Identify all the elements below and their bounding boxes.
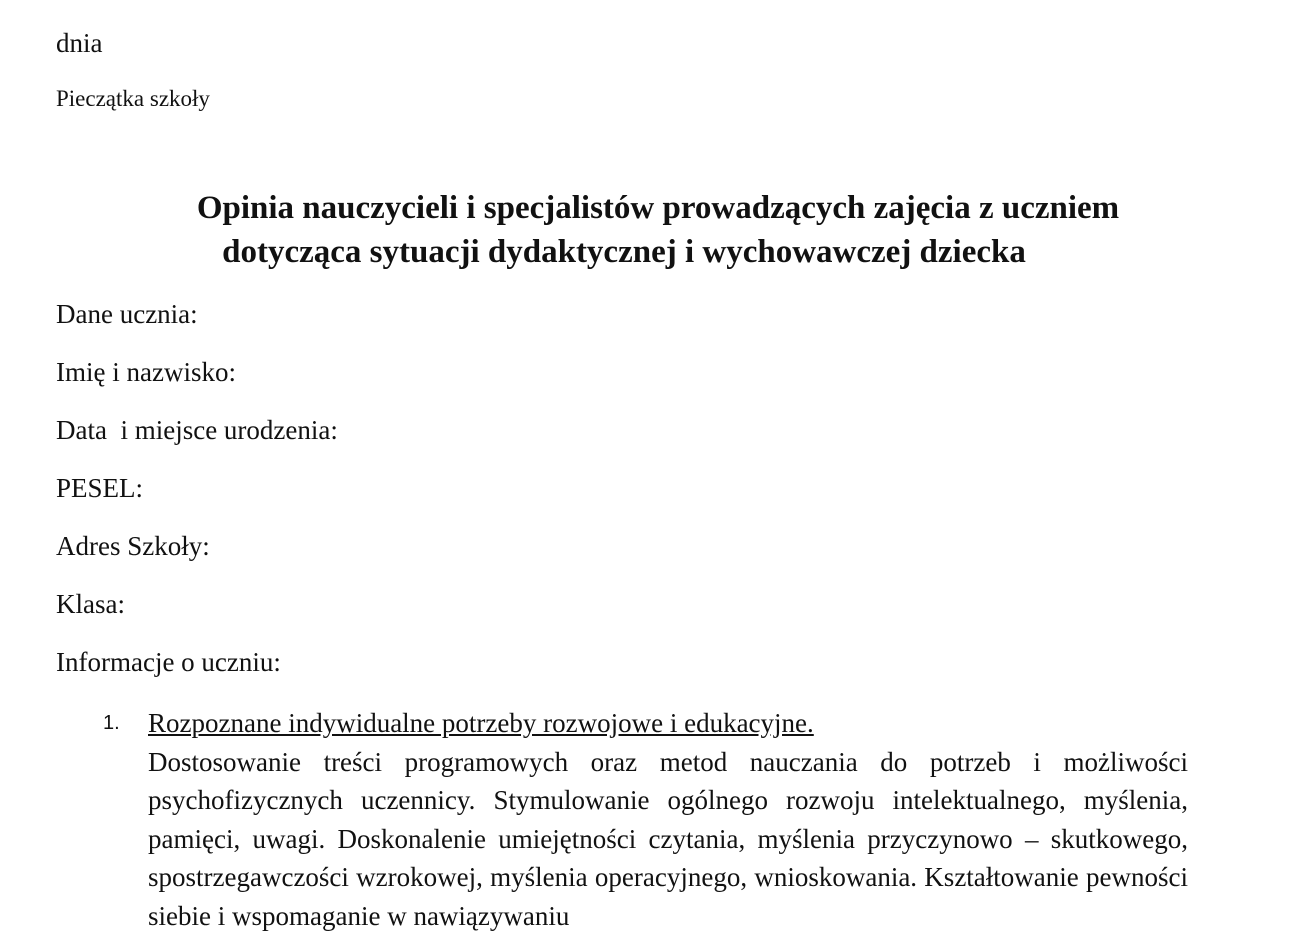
list-item-body <box>148 704 1188 935</box>
document-title <box>0 186 1316 274</box>
class-field-label: Klasa: <box>56 587 125 621</box>
list-item-text: Dostosowanie treści programowych oraz metod nauczania do potrzeb i możliwości psychofizycznych uczennicy. Stymulowanie ogólnego rozwoju intelektualnego, myślenia, pamięci, uwagi. Doskonalenie umiejętności czytania, myślenia przyczynowo – skutkowego, spostrzegawczości wzrokowej, myślenia operacyjnego, wnioskowania. Kształtowanie pewności siebie i wspomaganie w nawiązywaniu <box>148 743 1188 935</box>
date-label: dnia <box>56 26 103 60</box>
student-info-label: Informacje o uczniu: <box>56 645 281 679</box>
student-data-label: Dane ucznia: <box>56 297 198 331</box>
list-item-number: 1. <box>103 708 120 738</box>
school-address-label: Adres Szkoły: <box>56 529 210 563</box>
list-item-heading: Rozpoznane indywidualne potrzeby rozwojowe i edukacyjne. <box>148 704 1188 743</box>
pesel-field-label: PESEL: <box>56 471 143 505</box>
school-stamp-label: Pieczątka szkoły <box>56 85 210 113</box>
title-line-1: Opinia nauczycieli i specjalistów prowadzących zajęcia z uczniem <box>197 190 1119 226</box>
name-field-label: Imię i nazwisko: <box>56 355 236 389</box>
title-line-2: dotycząca sytuacji dydaktycznej i wychowawczej dziecka <box>0 230 1282 274</box>
birth-field-label: Data i miejsce urodzenia: <box>56 413 338 447</box>
